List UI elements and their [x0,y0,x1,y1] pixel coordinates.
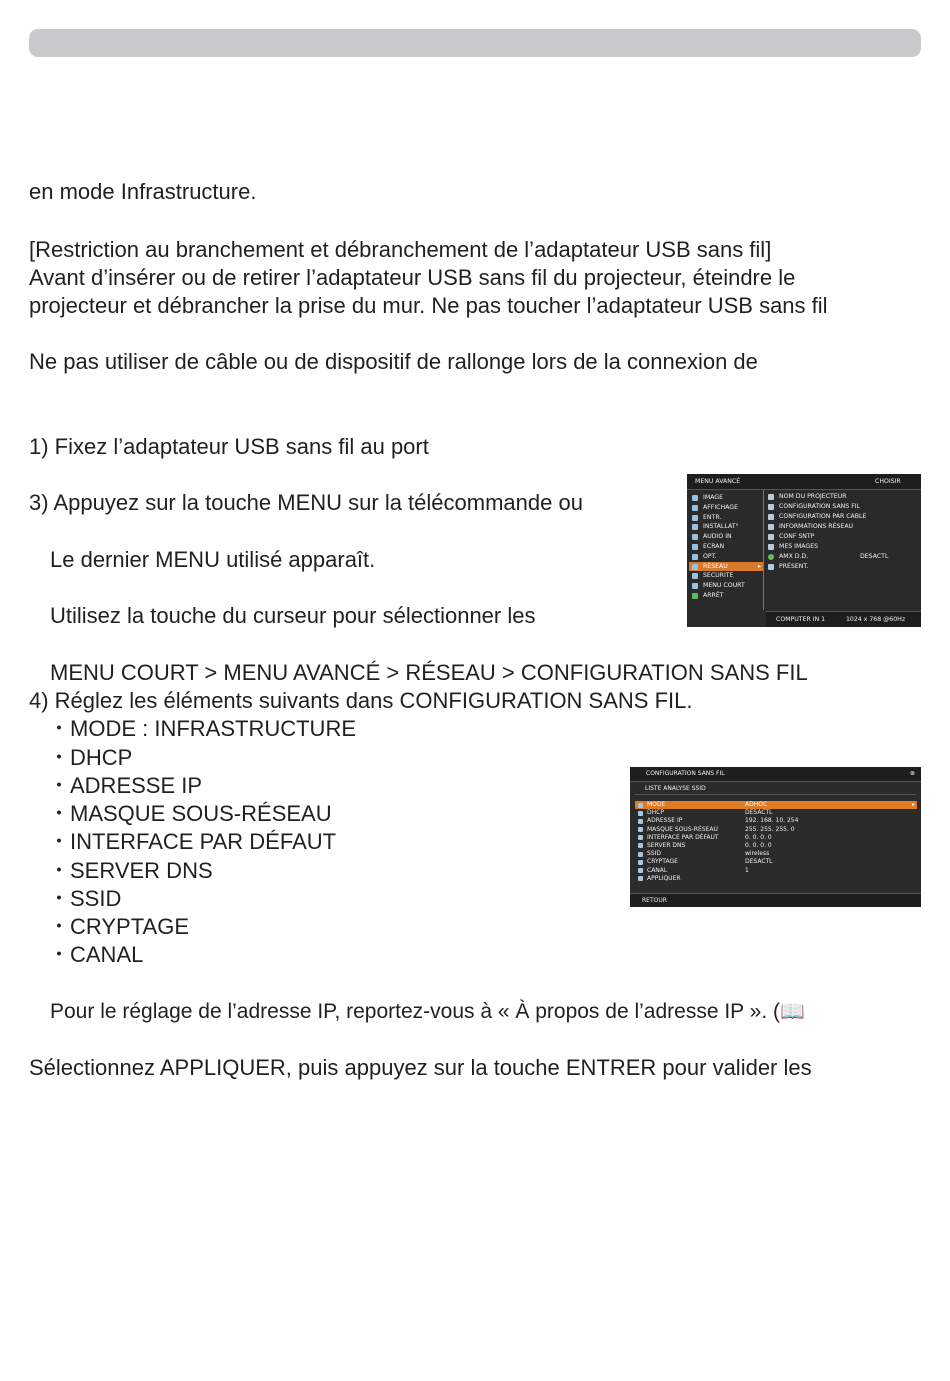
ssid-scan-list[interactable]: LISTE ANALYSE SSID [635,783,916,795]
option-icon [692,554,698,560]
image-icon [692,495,698,501]
submenu-item[interactable]: AMX D.D. DESACTL [766,552,916,562]
submenu-item[interactable]: CONF SNTP [766,532,916,542]
menu-right-list [766,492,916,572]
setting-row[interactable]: SERVER DNS 0. 0. 0. 0 [635,842,917,850]
text-line: [Restriction au branchement et débranchement de l’adaptateur USB sans fil] [29,237,772,262]
security-icon [692,573,698,579]
submenu-item[interactable]: CONFIGURATION PAR CABLE [766,512,916,522]
menu-left-list [689,493,763,601]
wireless-settings-list [635,801,917,883]
dns-icon [638,843,643,848]
apply-icon [638,876,643,881]
setting-row[interactable]: APPLIQUER [635,875,917,883]
arrow-right-icon: ▸ [911,801,915,808]
menu-item[interactable]: OPT. [689,552,763,562]
menu-item-selected[interactable]: RÉSEAU ▸ [689,562,763,572]
setting-row[interactable]: SSID wireless [635,850,917,858]
wireless-footer [630,893,921,907]
screen-icon [692,544,698,550]
menu-item[interactable]: INSTALLAT° [689,522,763,532]
text-line: en mode Infrastructure. [29,179,257,204]
text-line: projecteur et débrancher la prise du mur. Ne pas toucher l’adaptateur USB sans fil [29,293,828,318]
audio-icon [692,534,698,540]
menu-item[interactable]: IMAGE [689,493,763,503]
my-images-icon [768,544,774,550]
display-icon [692,505,698,511]
step-1: 1) Fixez l’adaptateur USB sans fil au port [29,434,429,459]
text-line: Utilisez la touche du curseur pour sélectionner les [50,603,536,628]
setup-icon [692,524,698,530]
submenu-item[interactable]: MES IMAGES [766,542,916,552]
info-icon [768,524,774,530]
menu-item[interactable]: AUDIO IN [689,532,763,542]
wireless-config-screenshot [630,767,921,907]
menu-item[interactable]: MENU COURT [689,581,763,591]
setting-row[interactable]: DHCP DESACTL [635,809,917,817]
text-line: Ne pas utiliser de câble ou de dispositif de rallonge lors de la connexion de [29,349,758,374]
book-icon[interactable]: 📖 [779,1001,805,1023]
ip-reference-note: Pour le réglage de l’adresse IP, reportez-vous à « À propos de l’adresse IP ». (📖 [50,1000,805,1023]
choose-label: CHOISIR [875,478,901,485]
text-line: Le dernier MENU utilisé apparaît. [50,547,376,572]
easy-menu-icon [692,583,698,589]
wireless-header: CONFIGURATION SANS FIL ⊗ [630,767,921,782]
bullet-item: ・INTERFACE PAR DÉFAUT [48,829,337,854]
sntp-icon [768,534,774,540]
bullet-item: ・CRYPTAGE [48,914,189,939]
projector-name-icon [768,494,774,500]
menu-path: MENU COURT > MENU AVANCÉ > RÉSEAU > CONFIGURATION SANS FIL [50,660,808,685]
submenu-item[interactable]: CONFIGURATION SANS FIL [766,502,916,512]
presenter-icon [768,564,774,570]
close-icon[interactable]: ⊗ [910,770,916,777]
menu-item[interactable]: ENTR. [689,513,763,523]
bullet-item: ・CANAL [48,942,144,967]
step-3: 3) Appuyez sur la touche MENU sur la télécommande ou [29,490,583,515]
divider [763,490,764,610]
input-icon [692,515,698,521]
dhcp-icon [638,811,643,816]
ip-icon [638,819,643,824]
submenu-item[interactable]: INFORMATIONS RÉSEAU [766,522,916,532]
setting-row[interactable]: CRYPTAGE DESACTL [635,858,917,866]
menu-screenshot [687,474,921,627]
submenu-item[interactable]: NOM DU PROJECTEUR [766,492,916,502]
setting-row[interactable]: INTERFACE PAR DÉFAUT 0. 0. 0. 0 [635,834,917,842]
menu-footer: COMPUTER IN 1 1024 x 768 @60Hz [766,611,921,627]
bullet-item: ・DHCP [48,745,133,770]
menu-item[interactable]: ARRÊT [689,591,763,601]
setting-row[interactable]: MASQUE SOUS-RÉSEAU 255. 255. 255. 0 [635,826,917,834]
arrow-right-icon: ▸ [757,562,761,570]
menu-title: MENU AVANCÉ [695,478,741,485]
ssid-icon [638,852,643,857]
network-icon [692,564,698,570]
channel-icon [638,868,643,873]
text-line: Avant d’insérer ou de retirer l’adaptateur USB sans fil du projecteur, éteindre le [29,265,796,290]
return-button[interactable]: RETOUR [642,897,667,904]
bullet-item: ・MASQUE SOUS-RÉSEAU [48,801,332,826]
subnet-icon [638,827,643,832]
bullet-item: ・ADRESSE IP [48,773,203,798]
setting-row[interactable]: CANAL 1 [635,867,917,875]
exit-icon [692,593,698,599]
step-4: 4) Réglez les éléments suivants dans CONFIGURATION SANS FIL. [29,688,693,713]
encryption-icon [638,860,643,865]
header-bar [29,29,921,57]
bullet-item: ・SSID [48,886,122,911]
menu-header [687,474,921,490]
menu-item[interactable]: AFFICHAGE [689,503,763,513]
mode-icon [638,803,643,808]
bullet-item: ・SERVER DNS [48,858,213,883]
setting-row[interactable]: ADRESSE IP 192. 168. 10. 254 [635,817,917,825]
wireless-icon [768,504,774,510]
setting-row-selected[interactable]: MODE ADHOC ▸ [635,801,917,809]
text-line: Sélectionnez APPLIQUER, puis appuyez sur la touche ENTRER pour valider les [29,1055,812,1080]
menu-item[interactable]: ECRAN [689,542,763,552]
gateway-icon [638,835,643,840]
amx-icon [768,554,774,560]
bullet-item: ・MODE : INFRASTRUCTURE [48,716,357,741]
wired-icon [768,514,774,520]
submenu-item[interactable]: PRÉSENT. [766,562,916,572]
menu-item[interactable]: SECURITE [689,571,763,581]
